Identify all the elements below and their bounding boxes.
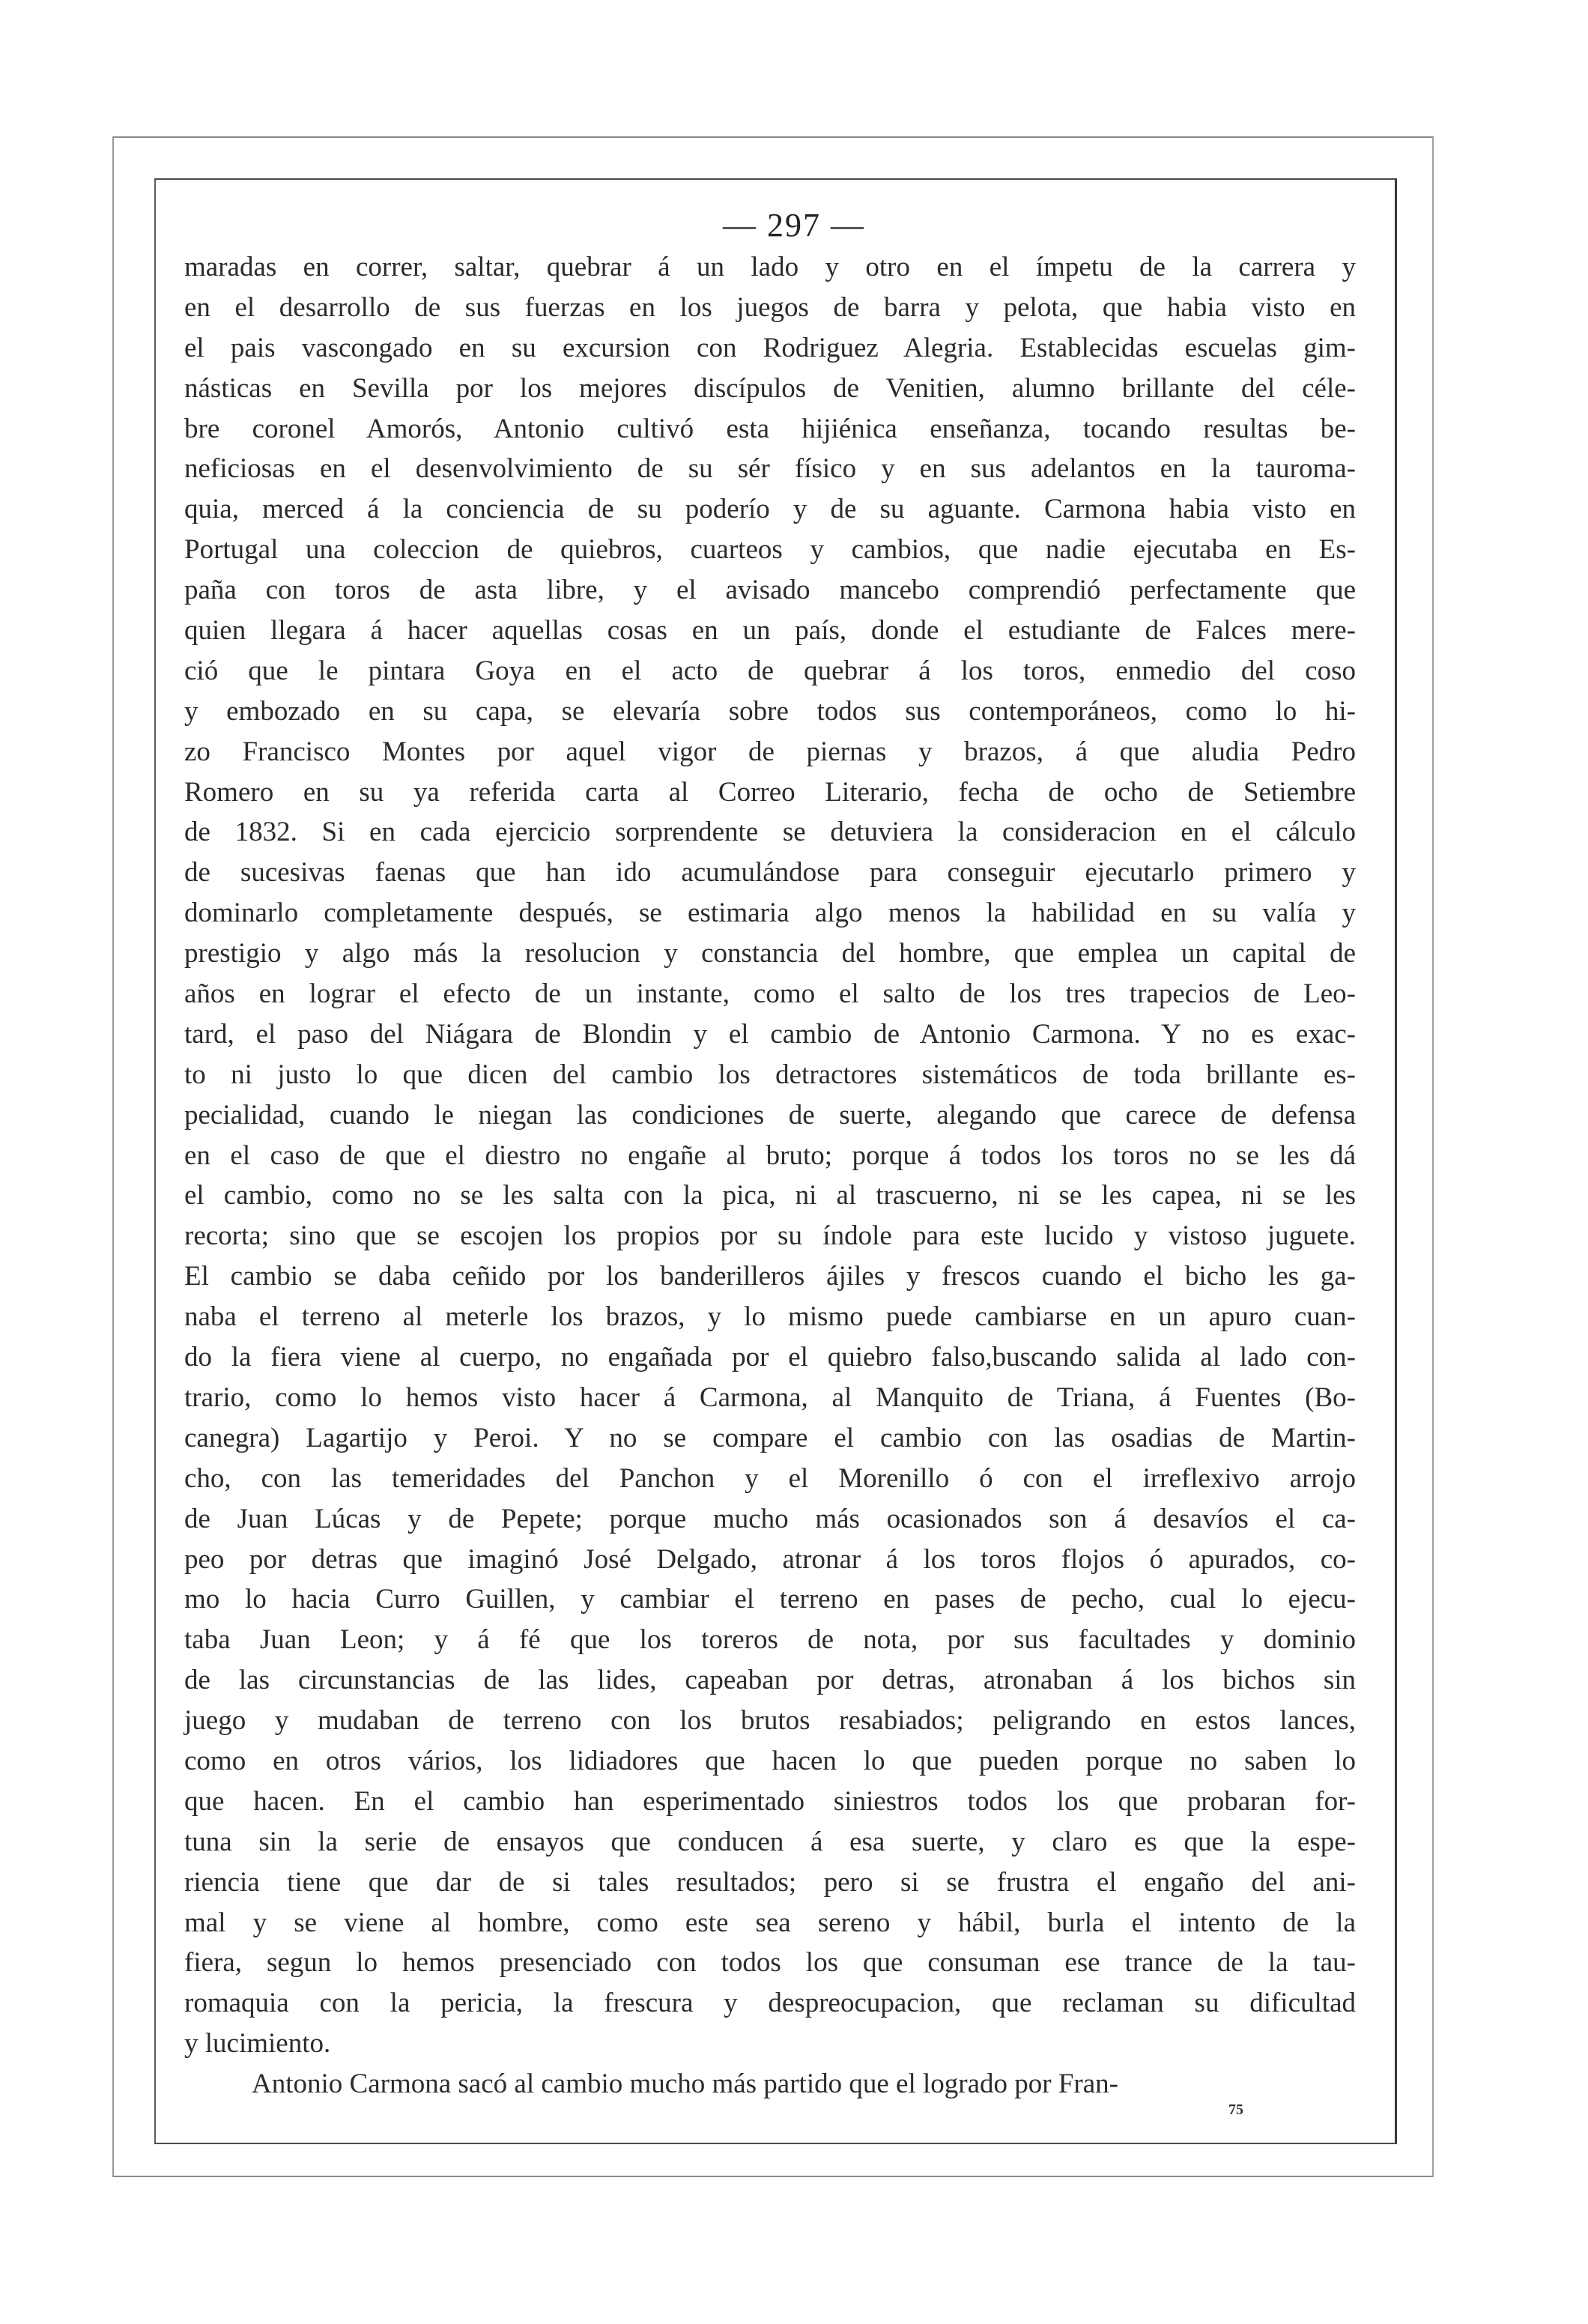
text-line: como en otros vários, los lidiadores que hacen lo que pueden porque no saben lo [184,1745,1356,1776]
text-line: do la fiera viene al cuerpo, no engañada por el quiebro falso,buscando salida al lado con- [184,1342,1356,1373]
page-number: — 297 — [723,207,865,243]
text-line: de 1832. Si en cada ejercicio sorprendente se detuviera la consideracion en el cálculo [184,817,1356,848]
text-line: y embozado en su capa, se elevaría sobre todos sus contemporáneos, como lo hi- [184,695,1356,727]
body-text [184,247,1356,2104]
text-line: El cambio se daba ceñido por los banderilleros ájiles y frescos cuando el bicho les ga- [184,1261,1356,1292]
text-line: recorta; sino que se escojen los propios por su índole para este lucido y vistoso juguete. [184,1220,1356,1252]
text-line: canegra) Lagartijo y Peroi. Y no se compare el cambio con las osadias de Martin- [184,1422,1356,1453]
text-line: maradas en correr, saltar, quebrar á un lado y otro en el ímpetu de la carrera y [184,252,1356,282]
text-line: pecialidad, cuando le niegan las condiciones de suerte, alegando que carece de defensa [184,1099,1356,1131]
text-line: quien llegara á hacer aquellas cosas en un país, donde el estudiante de Falces mere- [184,615,1356,647]
text-line: en el caso de que el diestro no engañe al bruto; porque á todos los toros no se les dá [184,1140,1356,1171]
text-line: Antonio Carmona sacó al cambio mucho más partido que el logrado por Fran- [252,2069,1118,2100]
text-line: fiera, segun lo hemos presenciado con todos los que consuman ese trance de la tau- [184,1947,1356,1979]
text-line: neficiosas en el desenvolvimiento de su sér físico y en sus adelantos en la tauroma- [184,453,1356,485]
text-line: ció que le pintara Goya en el acto de quebrar á los toros, enmedio del coso [184,655,1356,686]
text-line: mo lo hacia Curro Guillen, y cambiar el terreno en pases de pecho, cual lo ejecu- [184,1584,1356,1615]
text-line: Romero en su ya referida carta al Correo Literario, fecha de ocho de Setiembre [184,776,1356,808]
text-line: mal y se viene al hombre, como este sea sereno y hábil, burla el intento de la [184,1907,1356,1938]
text-line: zo Francisco Montes por aquel vigor de piernas y brazos, á que aludia Pedro [184,736,1356,767]
text-line: años en lograr el efecto de un instante, como el salto de los tres trapecios de Leo- [184,978,1356,1010]
text-line: de las circunstancias de las lides, capeaban por detras, atronaban á los bichos sin [184,1665,1356,1696]
text-line: bre coronel Amorós, Antonio cultivó esta hijiénica enseñanza, tocando resultas be- [184,413,1356,444]
text-line: juego y mudaban de terreno con los brutos resabiados; peligrando en estos lances, [184,1705,1356,1737]
text-line: taba Juan Leon; y á fé que los toreros de nota, por sus facultades y dominio [184,1624,1356,1656]
text-line: tard, el paso del Niágara de Blondin y el cambio de Antonio Carmona. Y no es exac- [184,1018,1356,1050]
text-line: paña con toros de asta libre, y el avisado mancebo comprendió perfectamente que [184,575,1356,606]
text-line: prestigio y algo más la resolucion y constancia del hombre, que emplea un capital de [184,938,1356,969]
printer-signature-mark: 75 [1228,2101,1243,2118]
text-line: quia, merced á la conciencia de su poderío y de su aguante. Carmona habia visto en [184,494,1356,525]
text-line: que hacen. En el cambio han esperimentado siniestros todos los que probaran for- [184,1785,1356,1817]
text-line: Portugal una coleccion de quiebros, cuarteos y cambios, que nadie ejecutaba en Es- [184,534,1356,566]
text-line: el pais vascongado en su excursion con Rodriguez Alegria. Establecidas escuelas gim- [184,332,1356,363]
text-line: y lucimiento. [184,2028,331,2060]
text-line: dominarlo completamente después, se estimaria algo menos la habilidad en su valía y [184,898,1356,929]
text-line: romaquia con la pericia, la frescura y despreocupacion, que reclaman su dificultad [184,1988,1356,2019]
text-line: cho, con las temeridades del Panchon y el Morenillo ó con el irreflexivo arrojo [184,1462,1356,1494]
text-line: de sucesivas faenas que han ido acumulándose para conseguir ejecutarlo primero y [184,857,1356,889]
text-line: en el desarrollo de sus fuerzas en los juegos de barra y pelota, que habia visto en [184,291,1356,323]
text-line: trario, como lo hemos visto hacer á Carmona, al Manquito de Triana, á Fuentes (Bo- [184,1382,1356,1413]
text-line: riencia tiene que dar de si tales resultados; pero si se frustra el engaño del ani- [184,1866,1356,1898]
text-line: peo por detras que imaginó José Delgado, atronar á los toros flojos ó apurados, co- [184,1543,1356,1575]
text-line: tuna sin la serie de ensayos que conducen á esa suerte, y claro es que la espe- [184,1826,1356,1857]
text-line: de Juan Lúcas y de Pepete; porque mucho más ocasionados son á desavíos el ca- [184,1503,1356,1534]
text-line: el cambio, como no se les salta con la pica, ni al trascuerno, ni se les capea, ni se les [184,1180,1356,1211]
text-line: násticas en Sevilla por los mejores discípulos de Venitien, alumno brillante del céle- [184,372,1356,404]
text-line: naba el terreno al meterle los brazos, y lo mismo puede cambiarse en un apuro cuan- [184,1301,1356,1333]
text-line: to ni justo lo que dicen del cambio los detractores sistemáticos de toda brillante es- [184,1059,1356,1090]
